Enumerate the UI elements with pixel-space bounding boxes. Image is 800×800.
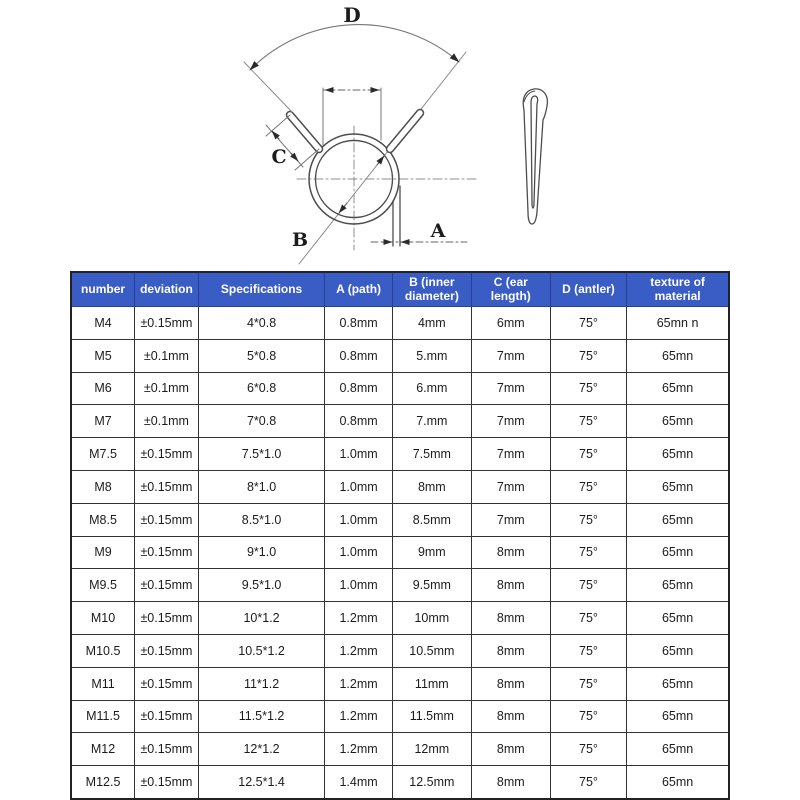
table-cell: 10.5mm	[392, 634, 471, 667]
table-cell: 10*1.2	[198, 602, 325, 635]
table-cell: 1.2mm	[325, 667, 393, 700]
table-cell: ±0.15mm	[135, 569, 199, 602]
table-cell: M11.5	[71, 700, 135, 733]
table-row	[71, 405, 729, 438]
table-cell: 65mn	[627, 503, 729, 536]
left-ear-leg	[290, 115, 319, 149]
spec-table	[70, 271, 730, 800]
table-cell: 1.0mm	[325, 503, 393, 536]
table-cell: 7mm	[471, 405, 550, 438]
table-row	[71, 733, 729, 766]
table-cell: ±0.15mm	[135, 634, 199, 667]
table-cell: 7mm	[471, 470, 550, 503]
table-row	[71, 569, 729, 602]
table-cell: 75°	[550, 503, 626, 536]
table-row	[71, 667, 729, 700]
column-header-3: A (path)	[325, 272, 393, 307]
table-cell: 65mn	[627, 700, 729, 733]
table-cell: 75°	[550, 569, 626, 602]
clamp-front-view	[244, 3, 478, 264]
table-cell: 12*1.2	[198, 733, 325, 766]
table-cell: 75°	[550, 536, 626, 569]
table-cell: 7.5*1.0	[198, 438, 325, 471]
table-cell: M8.5	[71, 503, 135, 536]
table-cell: 8.5*1.0	[198, 503, 325, 536]
spec-table-header	[71, 272, 729, 307]
table-cell: 7mm	[471, 339, 550, 372]
table-cell: 7mm	[471, 503, 550, 536]
column-header-5: C (ear length)	[471, 272, 550, 307]
table-cell: ±0.1mm	[135, 339, 199, 372]
label-d: D	[343, 3, 361, 27]
header-row	[71, 272, 729, 307]
table-cell: 75°	[550, 405, 626, 438]
table-cell: 10.5*1.2	[198, 634, 325, 667]
table-cell: 6*0.8	[198, 372, 325, 405]
table-cell: 11mm	[392, 667, 471, 700]
table-cell: 1.2mm	[325, 733, 393, 766]
label-b: B	[291, 229, 309, 251]
table-cell: 12.5mm	[392, 766, 471, 799]
table-cell: 11.5mm	[392, 700, 471, 733]
table-cell: M8	[71, 470, 135, 503]
table-cell: ±0.15mm	[135, 438, 199, 471]
table-cell: ±0.1mm	[135, 372, 199, 405]
table-cell: M11	[71, 667, 135, 700]
table-cell: 7*0.8	[198, 405, 325, 438]
column-header-1: deviation	[135, 272, 199, 307]
table-cell: M12	[71, 733, 135, 766]
table-cell: 1.0mm	[325, 536, 393, 569]
table-cell: 1.2mm	[325, 602, 393, 635]
b-arrow-upper	[377, 156, 384, 165]
table-cell: 9.5mm	[392, 569, 471, 602]
table-cell: 0.8mm	[325, 372, 393, 405]
table-cell: 75°	[550, 634, 626, 667]
table-cell: 8mm	[471, 700, 550, 733]
b-arrow-lower	[339, 203, 347, 213]
table-cell: 6.mm	[392, 372, 471, 405]
table-cell: 75°	[550, 339, 626, 372]
spec-table-body	[71, 307, 729, 799]
table-row	[71, 536, 729, 569]
table-cell: 75°	[550, 700, 626, 733]
table-cell: 8mm	[471, 634, 550, 667]
table-cell: M10.5	[71, 634, 135, 667]
table-row	[71, 634, 729, 667]
column-header-7: texture of material	[627, 272, 729, 307]
table-row	[71, 503, 729, 536]
table-cell: ±0.15mm	[135, 536, 199, 569]
table-cell: 1.4mm	[325, 766, 393, 799]
table-cell: M5	[71, 339, 135, 372]
table-cell: 65mn	[627, 372, 729, 405]
table-row	[71, 438, 729, 471]
table-cell: 65mn	[627, 733, 729, 766]
column-header-6: D (antler)	[550, 272, 626, 307]
table-cell: 7.mm	[392, 405, 471, 438]
table-cell: 5.mm	[392, 339, 471, 372]
table-cell: 65mn	[627, 536, 729, 569]
table-cell: 75°	[550, 307, 626, 340]
table-cell: 1.0mm	[325, 470, 393, 503]
clamp-side-view	[523, 89, 547, 224]
table-cell: 75°	[550, 667, 626, 700]
table-cell: 1.2mm	[325, 634, 393, 667]
table-cell: M10	[71, 602, 135, 635]
table-cell: M7	[71, 405, 135, 438]
table-cell: 1.0mm	[325, 438, 393, 471]
column-header-0: number	[71, 272, 135, 307]
table-cell: 11*1.2	[198, 667, 325, 700]
table-cell: 8mm	[471, 733, 550, 766]
table-cell: 6mm	[471, 307, 550, 340]
table-row	[71, 700, 729, 733]
table-cell: 4*0.8	[198, 307, 325, 340]
table-cell: 65mn	[627, 339, 729, 372]
table-cell: 75°	[550, 372, 626, 405]
table-cell: 65mn	[627, 602, 729, 635]
table-cell: ±0.1mm	[135, 405, 199, 438]
table-cell: M7.5	[71, 438, 135, 471]
table-row	[71, 339, 729, 372]
table-row	[71, 766, 729, 799]
column-header-2: Specifications	[198, 272, 325, 307]
table-cell: 10mm	[392, 602, 471, 635]
table-cell: 9mm	[392, 536, 471, 569]
table-cell: 65mn	[627, 766, 729, 799]
table-cell: M9.5	[71, 569, 135, 602]
table-cell: 65mn	[627, 634, 729, 667]
table-cell: 65mn	[627, 438, 729, 471]
table-cell: 8mm	[471, 569, 550, 602]
table-cell: 65mn n	[627, 307, 729, 340]
label-c: C	[271, 146, 287, 168]
table-cell: ±0.15mm	[135, 602, 199, 635]
table-cell: 8mm	[471, 766, 550, 799]
table-row	[71, 602, 729, 635]
table-cell: 75°	[550, 766, 626, 799]
table-row	[71, 372, 729, 405]
table-cell: 0.8mm	[325, 307, 393, 340]
table-cell: 75°	[550, 438, 626, 471]
table-cell: 8.5mm	[392, 503, 471, 536]
table-cell: 4mm	[392, 307, 471, 340]
table-cell: ±0.15mm	[135, 470, 199, 503]
table-cell: 7mm	[471, 438, 550, 471]
table-cell: 5*0.8	[198, 339, 325, 372]
table-cell: M6	[71, 372, 135, 405]
table-cell: 65mn	[627, 569, 729, 602]
column-header-4: B (inner diameter)	[392, 272, 471, 307]
table-row	[71, 307, 729, 340]
table-cell: ±0.15mm	[135, 733, 199, 766]
table-cell: 7.5mm	[392, 438, 471, 471]
table-cell: 12mm	[392, 733, 471, 766]
dimension-arc-d	[250, 25, 459, 70]
clamp-technical-drawing	[0, 0, 800, 268]
table-cell: 65mn	[627, 667, 729, 700]
table-cell: 75°	[550, 470, 626, 503]
table-cell: ±0.15mm	[135, 667, 199, 700]
table-cell: 75°	[550, 602, 626, 635]
table-cell: ±0.15mm	[135, 307, 199, 340]
label-a: A	[430, 220, 446, 242]
table-cell: 8mm	[471, 602, 550, 635]
table-cell: 65mn	[627, 405, 729, 438]
table-cell: 0.8mm	[325, 339, 393, 372]
table-cell: 8mm	[471, 667, 550, 700]
table-cell: ±0.15mm	[135, 700, 199, 733]
table-cell: 9*1.0	[198, 536, 325, 569]
table-cell: 65mn	[627, 470, 729, 503]
table-cell: 12.5*1.4	[198, 766, 325, 799]
table-cell: M12.5	[71, 766, 135, 799]
table-cell: 7mm	[471, 372, 550, 405]
table-row	[71, 470, 729, 503]
table-cell: M4	[71, 307, 135, 340]
table-cell: 8*1.0	[198, 470, 325, 503]
table-cell: 8mm	[471, 536, 550, 569]
right-ear-leg	[390, 113, 420, 149]
table-cell: 11.5*1.2	[198, 700, 325, 733]
table-cell: 1.0mm	[325, 569, 393, 602]
table-cell: M9	[71, 536, 135, 569]
table-cell: ±0.15mm	[135, 503, 199, 536]
table-cell: ±0.15mm	[135, 766, 199, 799]
table-cell: 0.8mm	[325, 405, 393, 438]
table-cell: 9.5*1.0	[198, 569, 325, 602]
table-cell: 75°	[550, 733, 626, 766]
table-cell: 8mm	[392, 470, 471, 503]
table-cell: 1.2mm	[325, 700, 393, 733]
dimension-a	[371, 186, 467, 246]
